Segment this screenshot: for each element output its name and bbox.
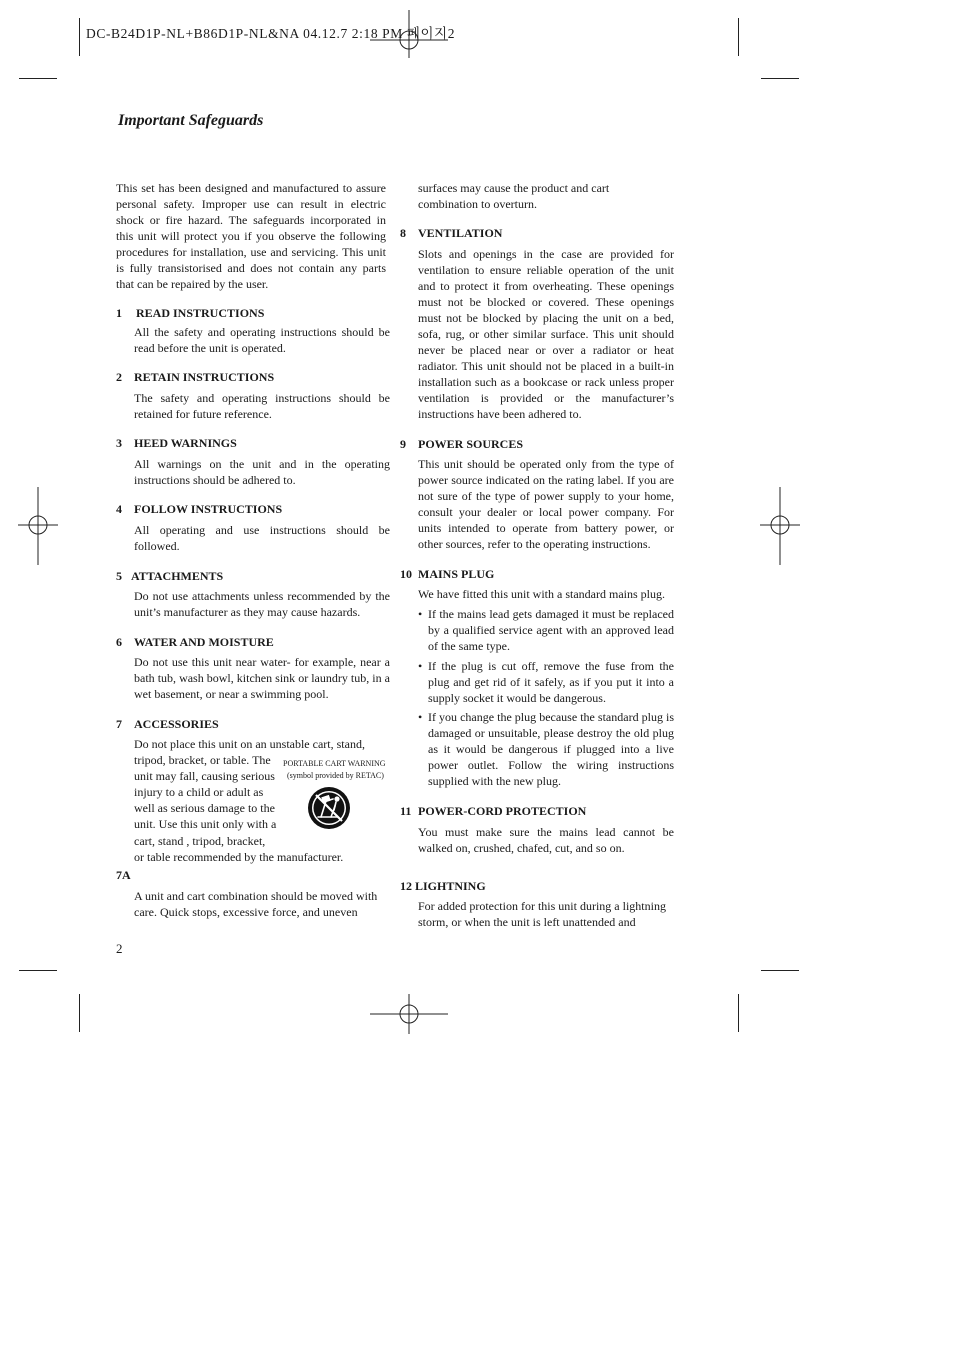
print-header: DC-B24D1P-NL+B86D1P-NL&NA 04.12.7 2:18 PM 페이지2 <box>86 26 456 41</box>
section-7-line: unit may fall, causing serious <box>134 769 275 783</box>
registration-mark-icon <box>18 487 58 565</box>
section-9-heading: 9 POWER SOURCES <box>400 437 524 451</box>
section-10-heading: 10 MAINS PLUG <box>400 567 495 581</box>
section-7-heading: 7 ACCESSORIES <box>116 717 219 731</box>
section-9-body: This unit should be operated only from the type of power source indicated on the rating label. If you are not sure of the type of power supply to your home, consult your dealer or local power company. For units intended to operate from battery power, or other sources, refer to the operating instructions. <box>418 457 674 551</box>
section-3-heading: 3 HEED WARNINGS <box>116 436 237 450</box>
section-7a-continued: surfaces may cause the product and cart combination to overturn. <box>418 181 610 211</box>
section-7a-heading: 7A <box>116 868 131 882</box>
list-item: • If you change the plug because the standard plug is damaged or unsuitable, please destroy the old plug as it would be dangerous if plugged into a live power outlet. Follow the wiring instructions supplied with the new plug. <box>418 710 674 788</box>
section-1-heading: 1 READ INSTRUCTIONS <box>116 306 265 320</box>
section-5-body: Do not use attachments unless recommended by the unit’s manufacturer as they may cause hazards. <box>134 589 390 619</box>
cart-tip-over-warning-icon <box>307 786 351 830</box>
crop-mark <box>738 994 739 1032</box>
section-7-line: well as serious damage to the <box>134 801 275 815</box>
section-11-body: You must make sure the mains lead cannot be walked on, crushed, chafed, cut, and so on. <box>418 825 674 855</box>
section-3-body: All warnings on the unit and in the operating instructions should be adhered to. <box>134 457 390 487</box>
crop-mark <box>19 78 57 79</box>
section-12-heading: 12 LIGHTNING <box>400 879 486 893</box>
section-6-heading: 6 WATER AND MOISTURE <box>116 635 274 649</box>
cart-warning-note: (symbol provided by RETAC) <box>287 771 384 780</box>
section-7a-body: A unit and cart combination should be moved with care. Quick stops, excessive force, and uneven <box>134 889 378 919</box>
section-11-heading: 11 POWER-CORD PROTECTION <box>400 804 587 818</box>
section-7-line: tripod, bracket, or table. The <box>134 753 271 767</box>
list-item: • If the plug is cut off, remove the fuse from the plug and get rid of it safely, as if you put it into a supply socket it would be dangerous. <box>418 659 674 705</box>
crop-mark <box>79 994 80 1032</box>
section-7-line: unit. Use this unit only with a <box>134 817 277 831</box>
section-10-intro: We have fitted this unit with a standard mains plug. <box>418 587 665 601</box>
section-2-body: The safety and operating instructions should be retained for future reference. <box>134 391 390 421</box>
section-7-line: injury to a child or adult as <box>134 785 264 799</box>
bullet-icon: • <box>418 659 423 673</box>
page-number: 2 <box>116 941 123 956</box>
crop-mark <box>19 970 57 971</box>
registration-mark-icon <box>760 487 800 565</box>
section-7-line: or table recommended by the manufacturer. <box>134 850 344 864</box>
crop-mark <box>761 970 799 971</box>
section-8-body: Slots and openings in the case are provided for ventilation to ensure reliable operation of the unit and to protect it from overheating. These openings must not be blocked or covered. These openings must not be blocked by placing the unit on a bed, sofa, rug, or other similar surface. This unit should never be placed near or over a radiator or heat radiator. This unit should not be placed in a built-in installation such as a bookcase or rack unless proper ventilation is provided or the manufacturer’s instructions have been adhered to. <box>418 247 674 421</box>
section-4-body: All operating and use instructions should be followed. <box>134 523 390 553</box>
page-title: Important Safeguards <box>118 112 264 129</box>
section-5-heading: 5 ATTACHMENTS <box>116 569 224 583</box>
section-8-heading: 8 VENTILATION <box>400 226 503 240</box>
list-item: • If the mains lead gets damaged it must be replaced by a qualified service agent with an approved lead of the same type. <box>418 607 674 653</box>
section-1-body: All the safety and operating instructions should be read before the unit is operated. <box>134 325 390 355</box>
section-7-line: Do not place this unit on an unstable cart, stand, <box>134 737 365 751</box>
registration-mark-icon <box>370 994 448 1034</box>
crop-mark <box>761 78 799 79</box>
section-6-body: Do not use this unit near water- for example, near a bath tub, wash bowl, kitchen sink or laundry tub, in a wet basement, or near a swimming pool. <box>134 655 390 701</box>
section-4-heading: 4 FOLLOW INSTRUCTIONS <box>116 502 283 516</box>
crop-mark <box>738 18 739 56</box>
section-7-line: cart, stand , tripod, bracket, <box>134 834 266 848</box>
intro-paragraph: This set has been designed and manufactured to assure personal safety. Improper use can result in electric shock or fire hazard. The safeguards incorporated in this unit will protect you if you observe the following procedures for installation, use and servicing. This unit is fully transistorised and does not contain any parts that can be repaired by the user. <box>116 181 386 291</box>
bullet-icon: • <box>418 710 423 724</box>
crop-mark <box>79 18 80 56</box>
bullet-icon: • <box>418 607 423 621</box>
section-2-heading: 2 RETAIN INSTRUCTIONS <box>116 370 275 384</box>
section-12-body: For added protection for this unit during a lightning storm, or when the unit is left unattended and <box>418 899 666 929</box>
cart-warning-label: PORTABLE CART WARNING <box>283 759 386 768</box>
